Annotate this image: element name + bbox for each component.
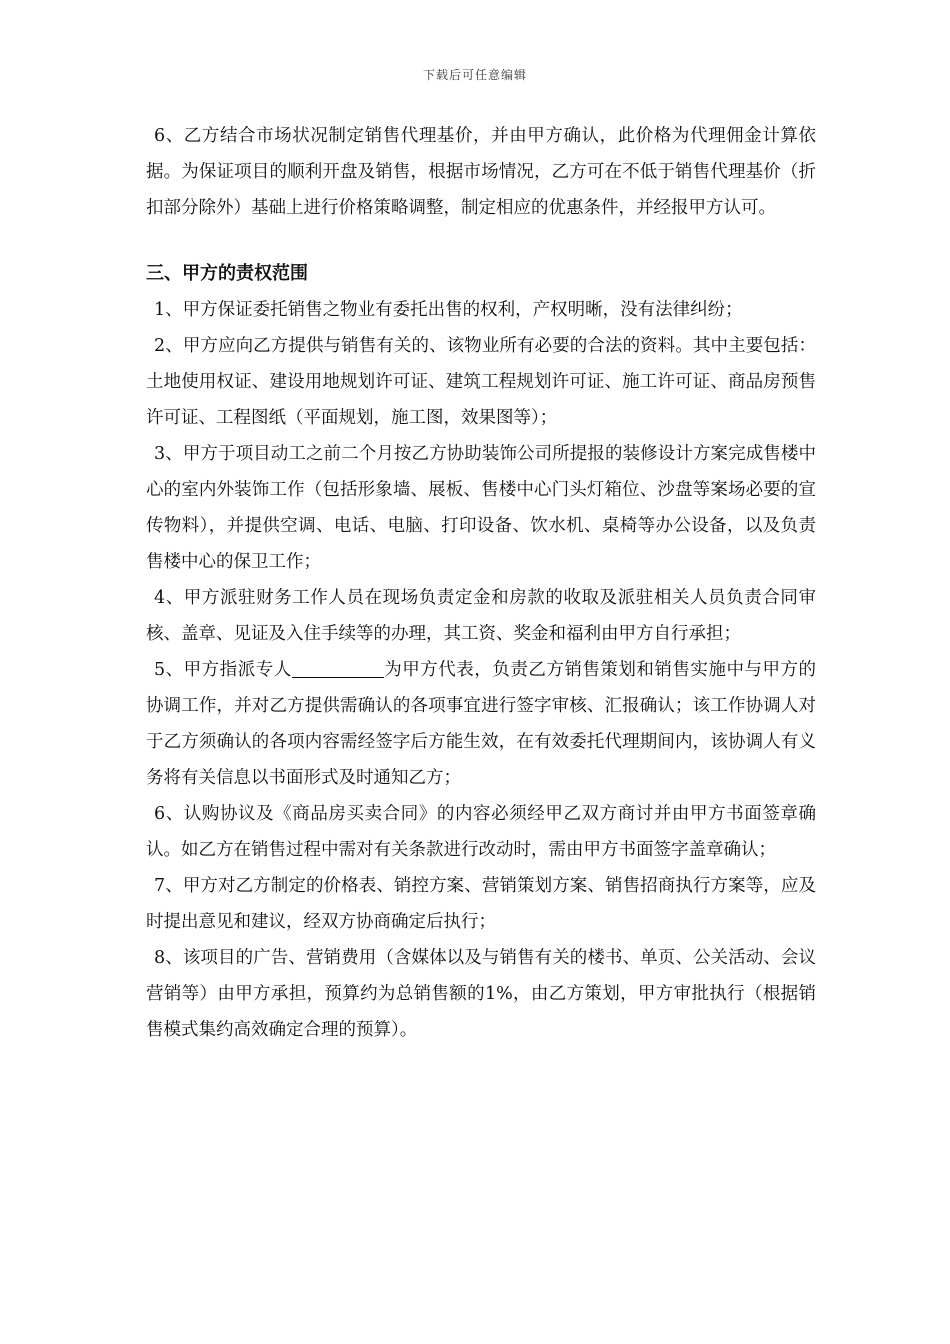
item-5-suffix: 为甲方代表，负责乙方销售策划和销售实施中与甲方的协调工作，并对乙方提供需确认的各项事宜进行签字审核、汇报确认；该工作协调人对于乙方须确认的各项内容需经签字后方能生效，在有效委托代理期间内，该协调人有义务将有关信息以书面形式及时通知乙方； — [146, 660, 817, 788]
document-body — [146, 118, 816, 1048]
party-a-item-7: 7、甲方对乙方制定的价格表、销控方案、营销策划方案、销售招商执行方案等，应及时提出意见和建议，经双方协商确定后执行； — [146, 876, 816, 932]
party-a-item-5 — [146, 652, 816, 796]
party-a-item-2: 2、甲方应向乙方提供与销售有关的、该物业所有必要的合法的资料。其中主要包括：土地使用权证、建设用地规划许可证、建筑工程规划许可证、施工许可证、商品房预售许可证、工程图纸（平面规划，施工图，效果图等）； — [146, 336, 816, 428]
item-5-prefix: 5、甲方指派专人 — [154, 660, 292, 680]
representative-blank — [292, 659, 384, 678]
party-a-item-6: 6、认购协议及《商品房买卖合同》的内容必须经甲乙双方商讨并由甲方书面签章确认。如乙方在销售过程中需对有关条款进行改动时，需由甲方书面签字盖章确认； — [146, 804, 816, 860]
party-a-item-1: 1、甲方保证委托销售之物业有委托出售的权利，产权明晰，没有法律纠纷； — [154, 300, 743, 320]
clause-6-pricing: 6、乙方结合市场状况制定销售代理基价，并由甲方确认，此价格为代理佣金计算依据。为保证项目的顺利开盘及销售，根据市场情况，乙方可在不低于销售代理基价（折扣部分除外）基础上进行价格策略调整，制定相应的优惠条件，并经报甲方认可。 — [146, 126, 816, 218]
section-spacer — [146, 226, 816, 256]
party-a-item-8: 8、该项目的广告、营销费用（含媒体以及与销售有关的楼书、单页、公关活动、会议营销等）由甲方承担，预算约为总销售额的1%，由乙方策划，甲方审批执行（根据销售模式集约高效确定合理的预算）。 — [146, 948, 816, 1040]
page-header: 下载后可任意编辑 — [422, 68, 527, 82]
party-a-item-3: 3、甲方于项目动工之前二个月按乙方协助装饰公司所提报的装修设计方案完成售楼中心的室内外装饰工作（包括形象墙、展板、售楼中心门头灯箱位、沙盘等案场必要的宣传物料），并提供空调、电话、电脑、打印设备、饮水机、桌椅等办公设备，以及负责售楼中心的保卫工作； — [146, 444, 816, 572]
section-title: 三、甲方的责权范围 — [146, 263, 308, 284]
party-a-item-4: 4、甲方派驻财务工作人员在现场负责定金和房款的收取及派驻相关人员负责合同审核、盖章、见证及入住手续等的办理，其工资、奖金和福利由甲方自行承担； — [146, 588, 816, 644]
